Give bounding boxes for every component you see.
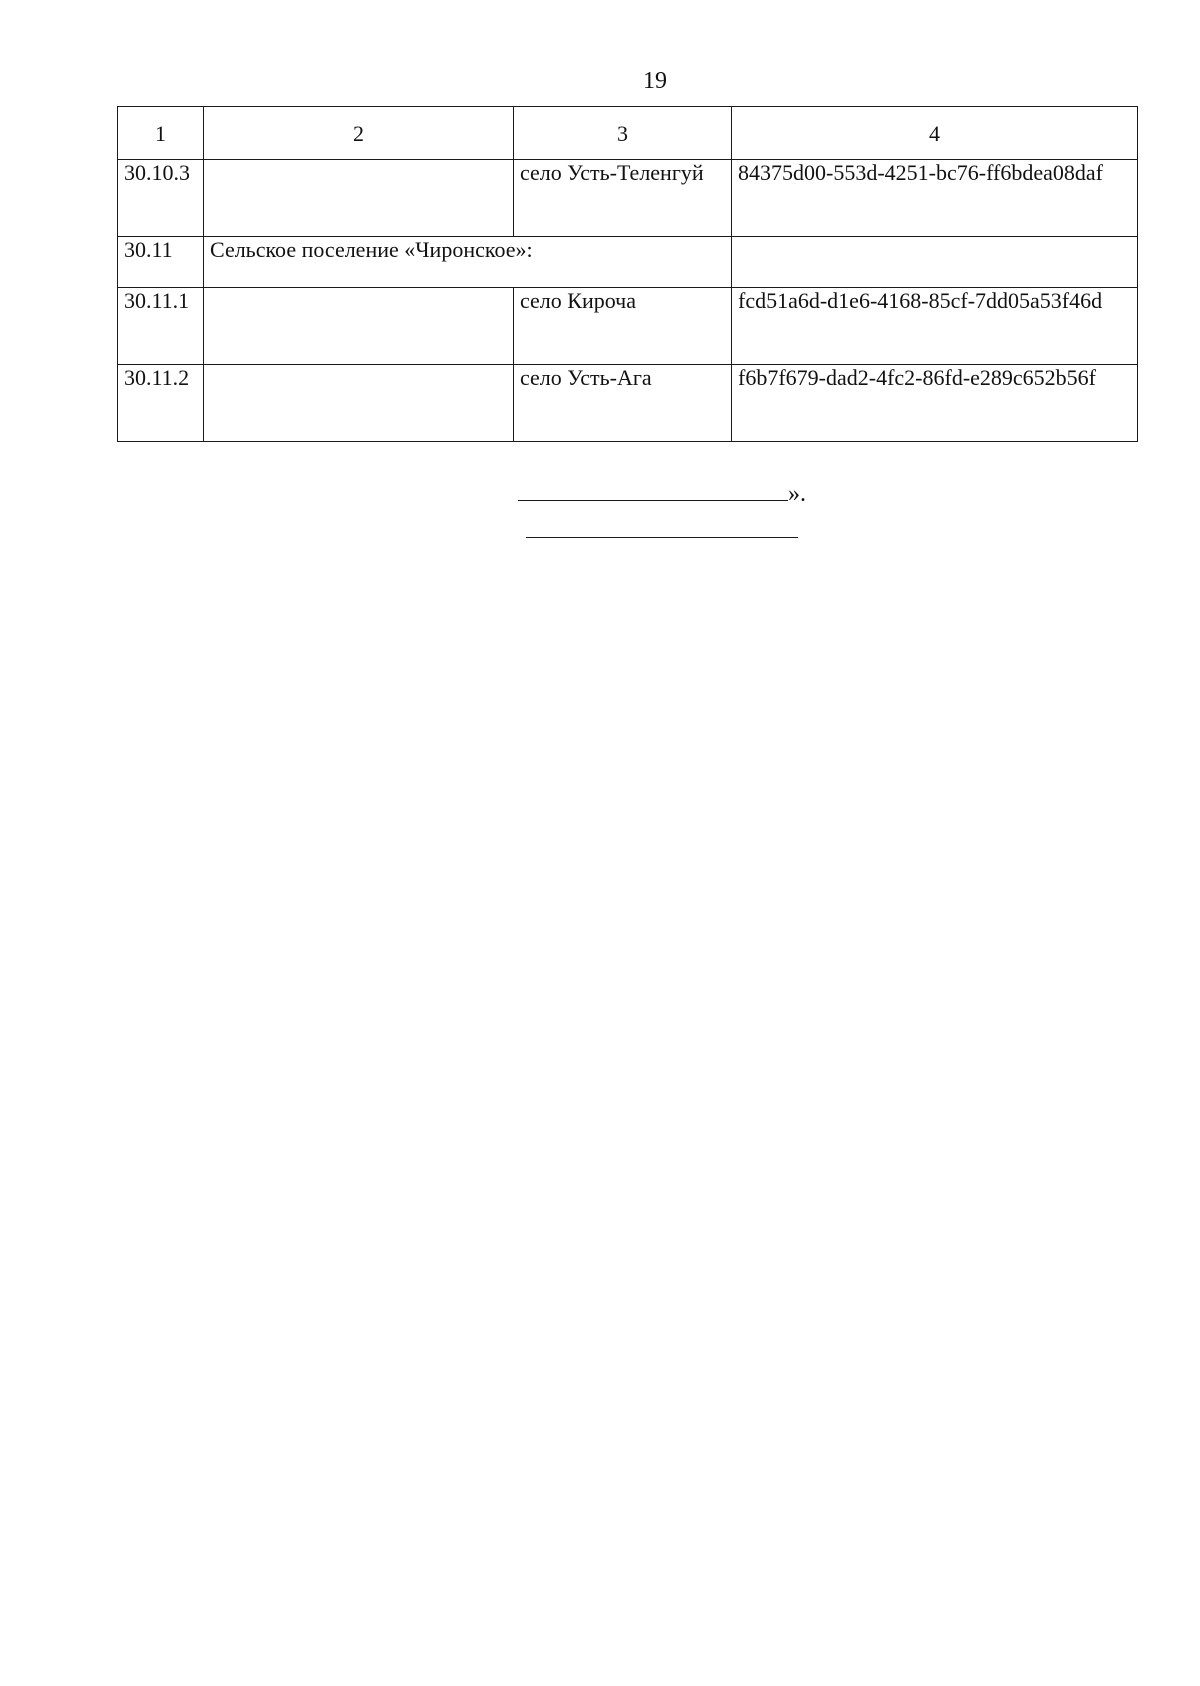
closing-quote-line xyxy=(518,478,806,508)
row-number: 30.10.3 xyxy=(118,160,204,237)
fias-id-cell: 84375d00-553d-4251-bc76-ff6bdea08daf xyxy=(732,160,1138,237)
locality-cell: село Усть-Ага xyxy=(514,365,732,442)
row-number: 30.11.1 xyxy=(118,288,204,365)
closing-quote: ». xyxy=(788,481,806,507)
table-row xyxy=(118,365,1138,442)
settlements-table xyxy=(117,106,1138,442)
row-number: 30.11.2 xyxy=(118,365,204,442)
header-cell-3: 3 xyxy=(514,107,732,160)
header-cell-4: 4 xyxy=(732,107,1138,160)
table-row xyxy=(118,288,1138,365)
locality-cell: село Усть-Теленгуй xyxy=(514,160,732,237)
locality-cell: село Кироча xyxy=(514,288,732,365)
table-header-row xyxy=(118,107,1138,160)
municipality-cell xyxy=(204,160,514,237)
closing-underline xyxy=(518,478,788,501)
document-end-rule xyxy=(526,537,798,538)
fias-id-cell: f6b7f679-dad2-4fc2-86fd-e289c652b56f xyxy=(732,365,1138,442)
municipality-name-cell: Сельское поселение «Чиронское»: xyxy=(204,237,732,288)
header-cell-1: 1 xyxy=(118,107,204,160)
table-row xyxy=(118,160,1138,237)
fias-id-cell xyxy=(732,237,1138,288)
table-group-row xyxy=(118,237,1138,288)
header-cell-2: 2 xyxy=(204,107,514,160)
municipality-cell xyxy=(204,365,514,442)
fias-id-cell: fcd51a6d-d1e6-4168-85cf-7dd05a53f46d xyxy=(732,288,1138,365)
page-number: 19 xyxy=(643,68,667,94)
municipality-cell xyxy=(204,288,514,365)
row-number: 30.11 xyxy=(118,237,204,288)
